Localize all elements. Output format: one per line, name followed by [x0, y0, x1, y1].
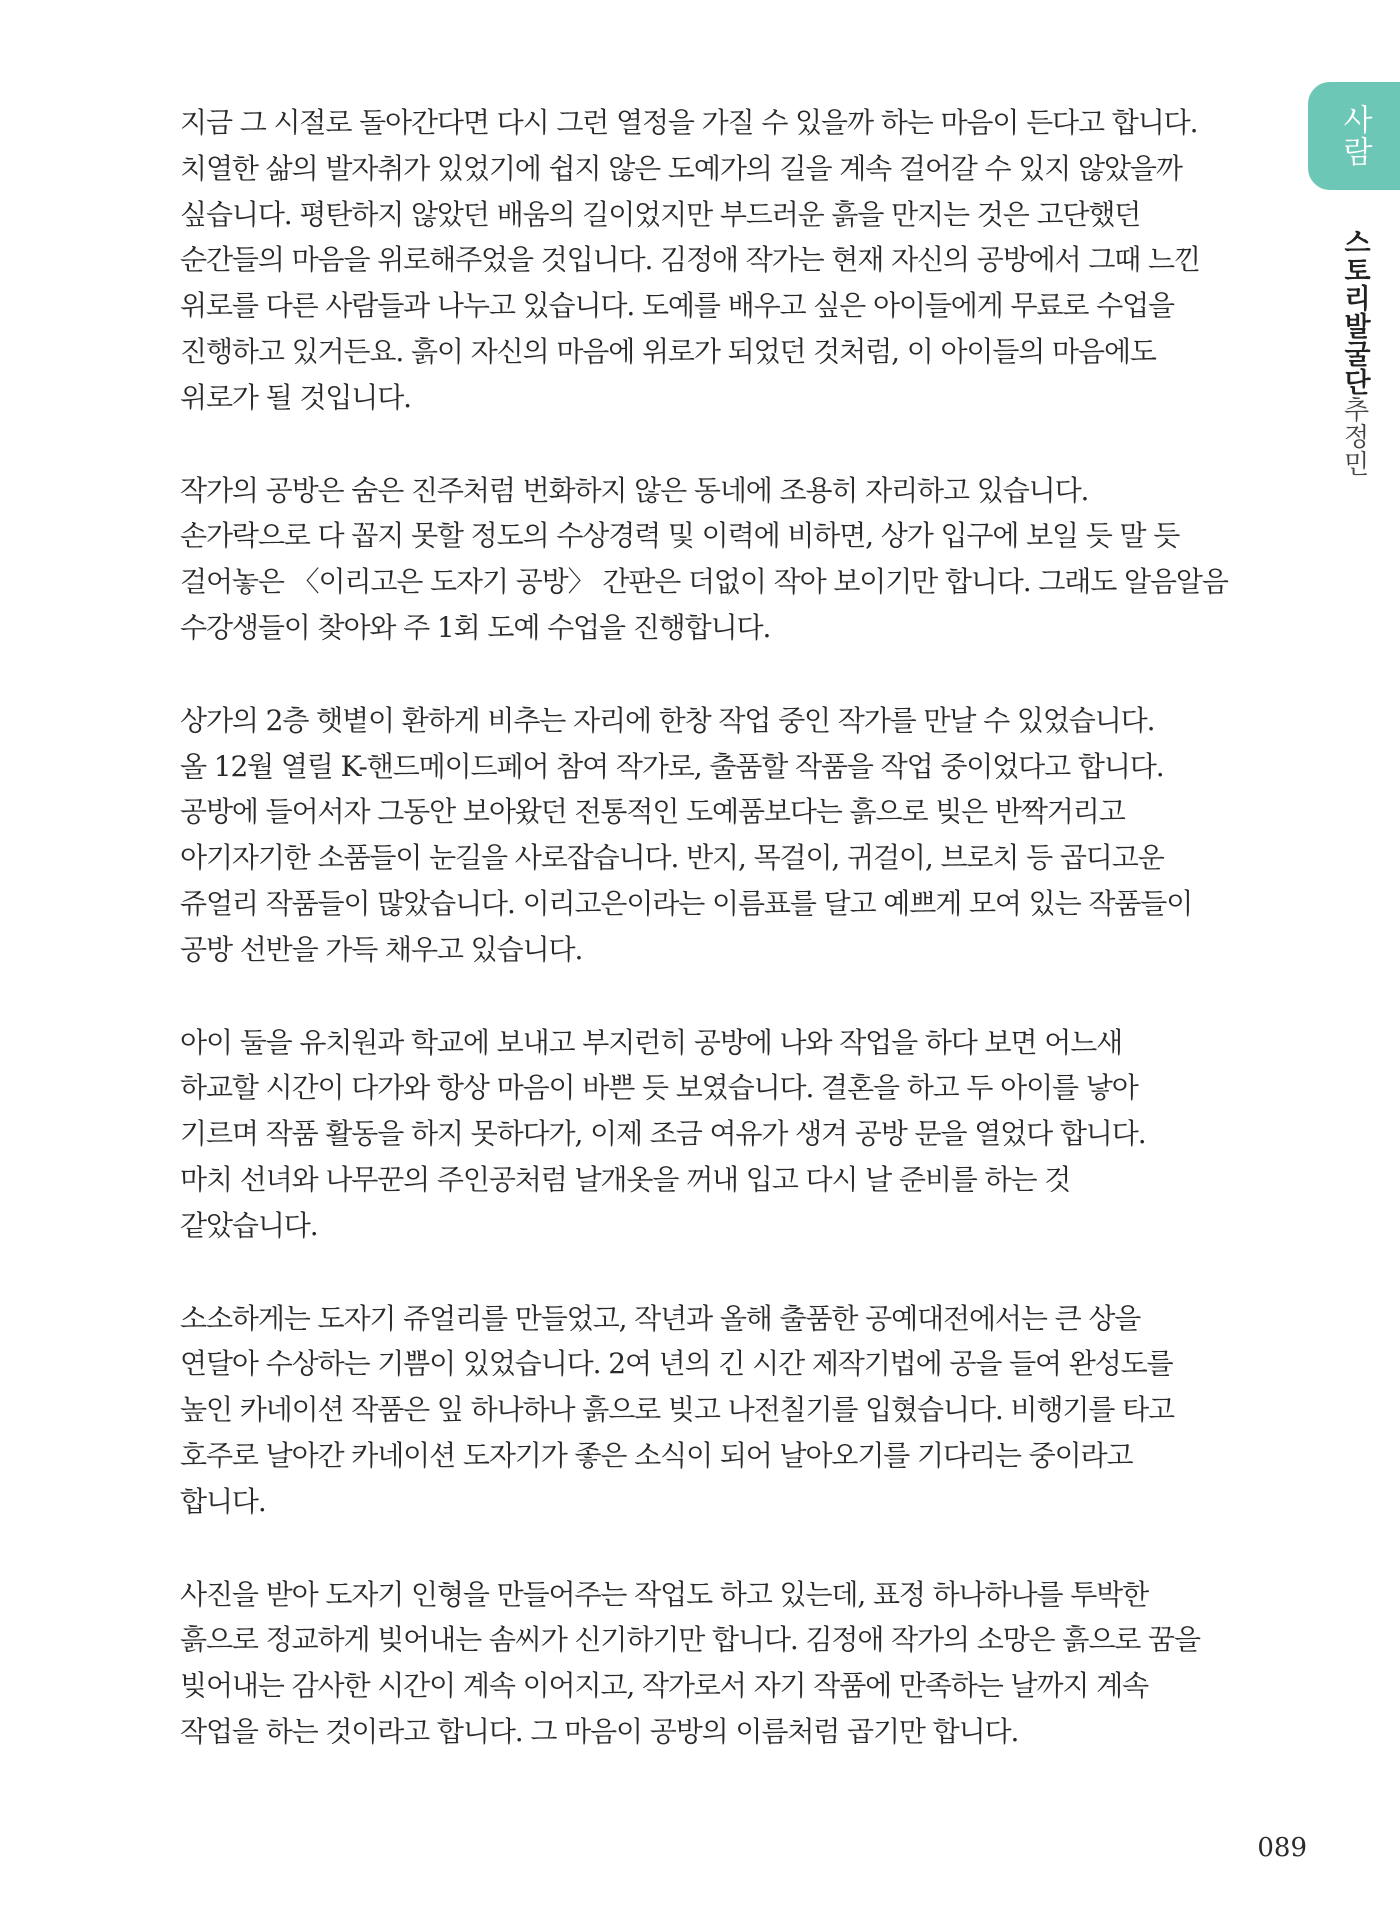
text-line: 공방 선반을 가득 채우고 있습니다.: [180, 932, 583, 966]
text-line: 걸어놓은 〈이리고은 도자기 공방〉 간판은 더없이 작아 보이기만 합니다. 그래도 알음알음: [180, 565, 1228, 599]
text-line: 아기자기한 소품들이 눈길을 사로잡습니다. 반지, 목걸이, 귀걸이, 브로치 등 곱디고운: [180, 841, 1164, 875]
text-line: 쥬얼리 작품들이 많았습니다. 이리고은이라는 이름표를 달고 예쁘게 모여 있는 작품들이: [180, 886, 1193, 920]
series-title: 스토리발굴단: [1339, 228, 1370, 396]
text-line: 높인 카네이션 작품은 잎 하나하나 흙으로 빚고 나전칠기를 입혔습니다. 비행기를 타고: [180, 1393, 1174, 1427]
text-line: 기르며 작품 활동을 하지 못하다가, 이제 조금 여유가 생겨 공방 문을 열었다 합니다.: [180, 1117, 1146, 1151]
text-line: 흙으로 정교하게 빚어내는 솜씨가 신기하기만 합니다. 김정애 작가의 소망은 흙으로 꿈을: [180, 1623, 1200, 1657]
paragraph: [180, 1296, 1174, 1525]
text-line: 손가락으로 다 꼽지 못할 정도의 수상경력 및 이력에 비하면, 상가 입구에 보일 듯 말 듯: [180, 519, 1180, 553]
paragraph: [180, 100, 1200, 421]
text-line: 마치 선녀와 나무꾼의 주인공처럼 날개옷을 꺼내 입고 다시 날 준비를 하는 것: [180, 1162, 1071, 1196]
article-body: [180, 100, 1228, 1802]
text-line: 같았습니다.: [180, 1208, 318, 1242]
text-line: 위로를 다른 사람들과 나누고 있습니다. 도예를 배우고 싶은 아이들에게 무료로 수업을: [180, 289, 1174, 323]
text-line: 진행하고 있거든요. 흙이 자신의 마음에 위로가 되었던 것처럼, 이 아이들의 마음에도: [180, 334, 1156, 368]
text-line: 싶습니다. 평탄하지 않았던 배움의 길이었지만 부드러운 흙을 만지는 것은 고단했던: [180, 197, 1141, 231]
text-line: 호주로 날아간 카네이션 도자기가 좋은 소식이 되어 날아오기를 기다리는 중이라고: [180, 1438, 1133, 1472]
paragraph: [180, 1572, 1200, 1755]
section-tab-label: 사람: [1337, 104, 1372, 168]
text-line: 소소하게는 도자기 쥬얼리를 만들었고, 작년과 올해 출품한 공예대전에서는 큰 상을: [180, 1301, 1141, 1335]
text-line: 순간들의 마음을 위로해주었을 것입니다. 김정애 작가는 현재 자신의 공방에서 그때 느낀: [180, 243, 1200, 277]
paragraph: [180, 1020, 1170, 1249]
text-line: 치열한 삶의 발자취가 있었기에 쉽지 않은 도예가의 길을 계속 걸어갈 수 있지 않았을까: [180, 151, 1182, 185]
text-line: 수강생들이 찾아와 주 1회 도예 수업을 진행합니다.: [180, 610, 771, 644]
page-number: 089: [1257, 1833, 1307, 1863]
paragraph: [180, 468, 1228, 651]
text-line: 작가의 공방은 숨은 진주처럼 번화하지 않은 동네에 조용히 자리하고 있습니다.: [180, 473, 1089, 507]
section-tab: [1308, 82, 1400, 190]
text-line: 공방에 들어서자 그동안 보아왔던 전통적인 도예품보다는 흙으로 빚은 반짝거리고: [180, 795, 1125, 829]
text-line: 합니다.: [180, 1484, 266, 1518]
text-line: 위로가 될 것입니다.: [180, 380, 411, 414]
text-line: 하교할 시간이 다가와 항상 마음이 바쁜 듯 보였습니다. 결혼을 하고 두 아이를 낳아: [180, 1071, 1138, 1105]
text-line: 사진을 받아 도자기 인형을 만들어주는 작업도 하고 있는데, 표정 하나하나를 투박한: [180, 1577, 1149, 1611]
text-line: 아이 둘을 유치원과 학교에 보내고 부지런히 공방에 나와 작업을 하다 보면 어느새: [180, 1025, 1123, 1059]
text-line: 상가의 2층 햇볕이 환하게 비추는 자리에 한창 작업 중인 작가를 만날 수 있었습니다.: [180, 703, 1155, 737]
paragraph: [180, 698, 1193, 973]
text-line: 연달아 수상하는 기쁨이 있었습니다. 2여 년의 긴 시간 제작기법에 공을 들여 완성도를: [180, 1347, 1173, 1381]
author-name: 추정민: [1339, 396, 1369, 477]
text-line: 올 12월 열릴 K-핸드메이드페어 참여 작가로, 출품할 작품을 작업 중이었다고 합니다.: [180, 749, 1164, 783]
text-line: 빚어내는 감사한 시간이 계속 이어지고, 작가로서 자기 작품에 만족하는 날까지 계속: [180, 1669, 1149, 1703]
text-line: 지금 그 시절로 돌아간다면 다시 그런 열정을 가질 수 있을까 하는 마음이 든다고 합니다.: [180, 106, 1198, 139]
text-line: 작업을 하는 것이라고 합니다. 그 마음이 공방의 이름처럼 곱기만 합니다.: [180, 1714, 1019, 1748]
